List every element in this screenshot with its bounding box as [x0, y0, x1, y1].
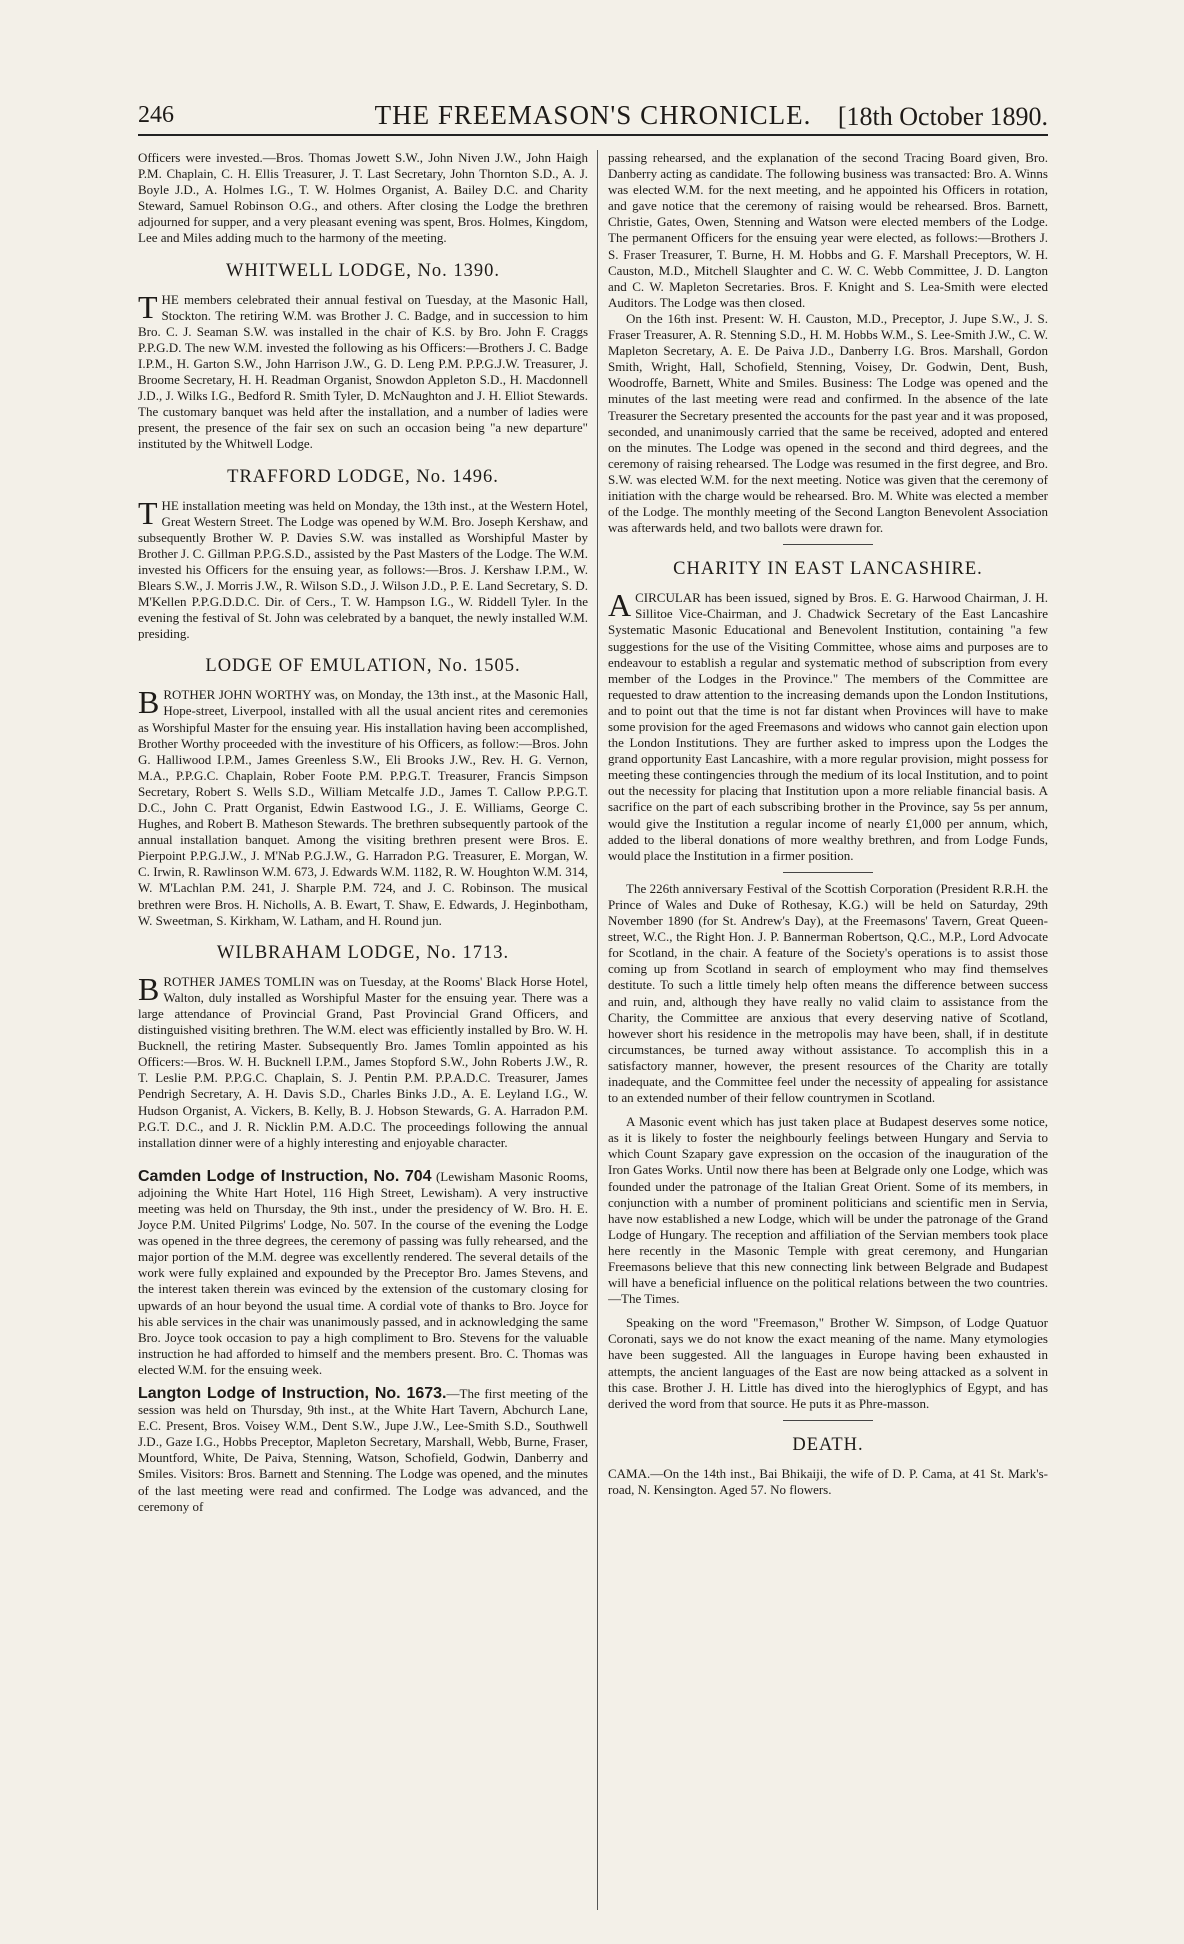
langton-continued: passing rehearsed, and the explanation of the second Tracing Board given, Bro. Danberry acting as candidate. The following business was transacted: Bro. A. Winns was elected W.M. for the next meeting, and he appointed his Officers in rotation, and gave notice that the ceremony of raising would be rehearsed. Bros. Barnett, Christie, Gates, Owen, Stenning and Watson were elected members of the Lodge. The permanent Officers for the ensuing year were elected, as follows:—Brothers J. S. Fraser Treasurer, T. Burne, H. M. Hobbs and G. F. Marshall Preceptors, W. H. Causton, M.D., Mitchell Slaughter and C. W. C. Webb Committee, J. D. Langton and C. W. Mapleton Secretaries. Bros. F. Knight and S. Lea-Smith were elected Auditors. The Lodge was then closed.	[608, 150, 1048, 310]
right-column	[608, 150, 1048, 1910]
langton-second-meeting: On the 16th inst. Present: W. H. Causton, M.D., Preceptor, J. Jupe S.W., J. S. Fraser Treasurer, A. R. Stenning S.D., H. M. Hobbs W.M., S. Lee-Smith J.W., C. W. Mapleton Secretary, A. E. De Paiva J.D., Danberry I.G. Bros. Marshall, Gordon Smith, Wright, Hall, Schofield, Stenning, Voisey, Dr. Godwin, Dent, Bush, Woodroffe, Barnett, White and Smiles. Business: The Lodge was opened and the minutes of the last meeting were read and confirmed. In the absence of the late Treasurer the Secretary presented the accounts for the past year and it was proposed, seconded, and unanimously carried that the same be received, adopted and entered on the minutes. The Lodge was opened in the second and third degrees, and the ceremony of raising rehearsed. The Lodge was resumed in the first degree, and Bro. S.W. was elected W.M. for the next meeting. Notice was given that the ceremony of initiation with the charge would be rehearsed. Bro. M. White was elected a member of the Lodge. The monthly meeting of the Second Langton Benevolent Association was afterwards held, and two ballots were drawn for.	[608, 310, 1048, 536]
camden-paragraph	[138, 1169, 588, 1378]
left-column	[138, 150, 588, 1910]
page-header	[138, 100, 1048, 136]
section-rule-2	[783, 872, 873, 873]
emulation-title: LODGE OF EMULATION, No. 1505.	[205, 656, 521, 677]
charity-title: CHARITY IN EAST LANCASHIRE.	[673, 559, 983, 580]
intro-paragraph: Officers were invested.—Bros. Thomas Jowett S.W., John Niven J.W., John Haigh P.M. Chaplain, C. H. Ellis Treasurer, J. T. Last Secretary, John Thornton S.D., A. J. Boyle J.D., A. Holmes I.G., T. W. Holmes Organist, A. Bailey D.C. and Charity Steward, Samuel Robinson O.G., and others. After closing the Lodge the brethren adjourned for supper, and a very pleasant evening was spent, Bros. Holmes, Kingdom, Lee and Miles adding much to the harmony of the meeting.	[138, 150, 588, 246]
page-number: 246	[138, 102, 174, 128]
wilbraham-title: WILBRAHAM LODGE, No. 1713.	[216, 942, 510, 963]
publication-title: THE FREEMASON'S CHRONICLE.	[374, 100, 812, 130]
langton-text: —The first meeting of the session was held on Thursday, 9th inst., at the White Hart Tavern, Abchurch Lane, E.C. Present, Bros. Voisey W.M., Dent S.W., Jupe J.W., Lee-Smith S.D., Southwell J.D., Gaze I.G., Hobbs Preceptor, Mapleton Secretary, Marshall, Webb, Burne, Fraser, Mountford, White, De Paiva, Stenning, Watson, Schofield, Godwin, Danberry and Smiles. Visitors: Bros. Barnett and Stenning. The Lodge was opened, and the minutes of the last meeting were read and confirmed. The Lodge was advanced, and the ceremony of	[138, 1386, 588, 1514]
budapest-paragraph: A Masonic event which has just taken place at Budapest deserves some notice, as it is likely to foster the neighbourly feelings between Hungary and Servia to which Count Szapary gave expression on the occasion of the inauguration of the Iron Gates Works. Until now there has been at Belgrade only one Lodge, which was founded under the patronage of the Italian Great Orient. Some of its members, in conjunction with a number of prominent politicians and scientific men in Servia, have now established a new Lodge, which will be under the patronage of the Grand Lodge of Hungary. The reception and affiliation of the Servian members took place here recently in the Masonic Temple with great ceremony, and Hungarian Freemasons believe that this new connecting link between Belgrade and Budapest will have a beneficial influence on the political relations between the two countries.—The Times.	[608, 1114, 1048, 1307]
emulation-text: BROTHER JOHN WORTHY was, on Monday, the 13th inst., at the Masonic Hall, Hope-street, Liverpool, installed with all the usual ancient rites and ceremonies as Worshipful Master for the ensuing year. His installation having been accomplished, Brother Worthy proceeded with the investiture of his Officers, as follow:—Bros. John G. Halliwood I.P.M., James Greenless S.W., Eli Brooks J.W., Rev. H. G. Vernon, M.A., P.P.G.C. Chaplain, Rober Foote P.M. P.P.G.T. Treasurer, Francis Simpson Secretary, Robert S. Wells S.D., William Metcalfe J.D., James T. Callow P.P.G.T. D.C., John C. Pratt Organist, Edwin Eastwood I.G., J. E. Williams, George C. Hughes, and Robert B. Matheson Stewards. The brethren subsequently partook of the annual installation banquet. Among the visiting brethren present were Bros. E. Pierpoint P.P.G.J.W., J. M'Nab P.G.J.W., G. Harradon P.G. Treasurer, E. Morgan, W. C. Irwin, R. Rawlinson W.M. 673, J. Edwards W.M. 1182, R. W. Houghton W.M. 314, W. M'Lachlan P.M. 241, J. Sharple P.M. 724, and J. C. Robinson. The musical brethren were Bros. H. Nicholls, A. B. Ewart, T. Shaw, E. Edwards, J. Heginbotham, W. Sweetman, S. Kirkham, W. Latham, and H. Round jun.	[138, 684, 588, 928]
section-rule-3	[783, 1420, 873, 1421]
whitwell-section	[138, 261, 588, 453]
death-notice: CAMA.—On the 14th inst., Bai Bhikaiji, the wife of D. P. Cama, at 41 St. Mark's-road, N. Kensington. Aged 57. No flowers.	[608, 1465, 1048, 1497]
trafford-text: THE installation meeting was held on Monday, the 13th inst., at the Western Hotel, Great Western Street. The Lodge was opened by W.M. Bro. Joseph Kershaw, and subsequently Brother W. P. Davies S.W. was installed as Worshipful Master by Brother J. C. Gillman P.P.G.S.D., assisted by the Past Masters of the Lodge. The W.M. invested his Officers for the ensuing year, as follows:—Bros. J. Kershaw I.P.M., W. Blears S.W., J. Morris J.W., R. Wilson S.D., J. Wilson J.D., P. E. Land Secretary, S. D. M'Kellen P.P.G.D.D.C. Dir. of Cers., T. W. Hampson I.G., W. Riddell Tyler. In the evening the festival of St. John was celebrated by a banquet, the newly installed W.M. presiding.	[138, 494, 588, 642]
camden-text: (Lewisham Masonic Rooms, adjoining the White Hart Hotel, 116 High Street, Lewisham). A very instructive meeting was held on Thursday, the 9th inst., under the presidency of W. Bro. H. E. Joyce P.M. United Pilgrims' Lodge, No. 507. In the course of the evening the Lodge was opened in the three degrees, the ceremony of passing was fully rehearsed, and the major portion of the M.M. degree was excellently rendered. The several details of the work were fully explained and expounded by the Preceptor Bro. James Stevens, and the interest taken therein was evinced by the extension of the customary closing for upwards of an hour beyond the usual time. A cordial vote of thanks to Bro. Joyce for his able services in the chair was unanimously passed, and in acknowledging the same Bro. Joyce took occasion to pay a high compliment to Bro. Stevens for the valuable instruction he had afforded to himself and the members present. Bro. C. Thomas was elected W.M. for the ensuing week.	[138, 1168, 588, 1377]
freemason-word-paragraph: Speaking on the word "Freemason," Brother W. Simpson, of Lodge Quatuor Coronati, says we do not know the exact meaning of the name. Many etymologies have been suggested. All the languages in Europe having been exhausted in attempts, the ancient languages of the East are now being attacked as a solvent in this case. Brother J. H. Little has dived into the hieroglyphics of Egypt, and has derived the word from that source. He puts it as Phre-masson.	[608, 1315, 1048, 1411]
header-rule	[138, 134, 1048, 136]
issue-date: [18th October 1890.	[837, 102, 1048, 131]
trafford-section	[138, 467, 588, 643]
death-title: DEATH.	[792, 1434, 864, 1455]
death-section	[608, 1435, 1048, 1498]
emulation-section	[138, 656, 588, 928]
langton-lead: Langton Lodge of Instruction, No. 1673.	[138, 1385, 447, 1402]
langton-paragraph	[138, 1386, 588, 1515]
wilbraham-section	[138, 943, 588, 1151]
whitwell-title: WHITWELL LODGE, No. 1390.	[225, 260, 500, 281]
charity-text: ACIRCULAR has been issued, signed by Bros. E. G. Harwood Chairman, J. H. Sillitoe Vice-Chairman, and J. Chadwick Secretary of the East Lancashire Systematic Masonic Educational and Benevolent Institution, containing "a few suggestions for the use of the Visiting Committee, whose aims and purposes are to endeavour to establish a regular and systematic method of subscription from every member of the Lodges in the Province." The members of the Committee are requested to draw attention to the increasing demands upon the London Institutions, and to point out that the time is not far distant when Provinces will have to make some provision for the aged Freemasons and widows who cannot gain election upon the London Institutions. They are further asked to impress upon the Lodges the grand opportunity East Lancashire, with a more regular provision, might possess for meeting these contingencies through the medium of its local Institution, and to point out the necessity for placing that Institution upon a more reliable financial basis. A sacrifice on the part of each subscribing brother in the Province, say 5s per annum, would give the Institution a regular income of nearly £1,000 per annum, which, added to the liberal donations of more wealthy brethren, and from Lodge Funds, would place the Institution in a firmer position.	[608, 587, 1048, 863]
camden-lead: Camden Lodge of Instruction, No. 704	[138, 1167, 432, 1185]
section-rule	[783, 544, 873, 545]
charity-section	[608, 559, 1048, 864]
trafford-title: TRAFFORD LODGE, No. 1496.	[227, 466, 499, 487]
column-divider	[597, 150, 598, 1910]
wilbraham-text: BROTHER JAMES TOMLIN was on Tuesday, at the Rooms' Black Horse Hotel, Walton, duly installed as Worshipful Master for the ensuing year. There was a large attendance of Provincial Grand, Past Provincial Grand Officers, and distinguished visiting brethren. The W.M. elect was efficiently installed by Bro. W. H. Bucknell, the retiring Master. Subsequently Bro. James Tomlin appointed as his Officers:—Bros. W. H. Bucknell I.P.M., James Stopford S.W., John Roberts J.W., R. T. Leslie P.M. P.P.G.C. Chaplain, S. J. Pentin P.M. P.P.A.D.C. Treasurer, James Pendrigh Secretary, A. H. Davis S.D., Charles Binks J.D., A. E. Leyland I.G., W. Hudson Organist, A. Vickers, B. Kelly, B. J. Hobson Stewards, G. A. Harradon P.M. P.G.T. D.C., and J. R. Nicklin P.M. A.D.C. The proceedings following the annual installation dinner were of a highly interesting and enjoyable character.	[138, 970, 588, 1150]
whitwell-text: THE members celebrated their annual festival on Tuesday, at the Masonic Hall, Stockton. The retiring W.M. was Brother J. C. Badge, and in succession to him Bro. C. J. Seaman S.W. was installed in the chair of K.S. by Bro. John F. Craggs P.P.G.D. The new W.M. invested the following as his Officers:—Brothers J. C. Badge I.P.M., H. Garton S.W., John Harrison J.W., G. D. Leng P.M. P.P.G.J.W. Treasurer, J. Broome Secretary, H. H. Readman Organist, Snowdon Appleton S.D., H. Macdonnell J.D., J. Wilks I.G., Bedford R. Smith Tyler, D. McNaughton and J. H. Elliot Stewards. The customary banquet was held after the installation, and a number of ladies were present, the presence of the fair sex on such an occasion being "a new departure" instituted by the Whitwell Lodge.	[138, 288, 588, 452]
scottish-corporation-paragraph: The 226th anniversary Festival of the Scottish Corporation (President R.R.H. the Prince of Wales and Duke of Rothesay, K.G.) will be held on Saturday, 29th November 1890 (for St. Andrew's Day), at the Freemasons' Tavern, Great Queen-street, W.C., the Right Hon. J. P. Bannerman Robertson, Q.C., M.P., Lord Advocate for Scotland, in the chair. A feature of the Society's operations is to assist those coming up from Scotland in search of employment who may find themselves destitute. To such a little timely help often means the difference between success and ruin, and, although they have really no valid claim to assistance from the Charity, the Committee are anxious that every deserving native of Scotland, however short his residence in the metropolis may have been, shall, if in destitute circumstances, be turned away without assistance. To accomplish this in a satisfactory manner, however, the present resources of the Charity are totally inadequate, and the Committee feel under the necessity of appealing for assistance to an extended number of their fellow countrymen in Scotland.	[608, 880, 1048, 1106]
